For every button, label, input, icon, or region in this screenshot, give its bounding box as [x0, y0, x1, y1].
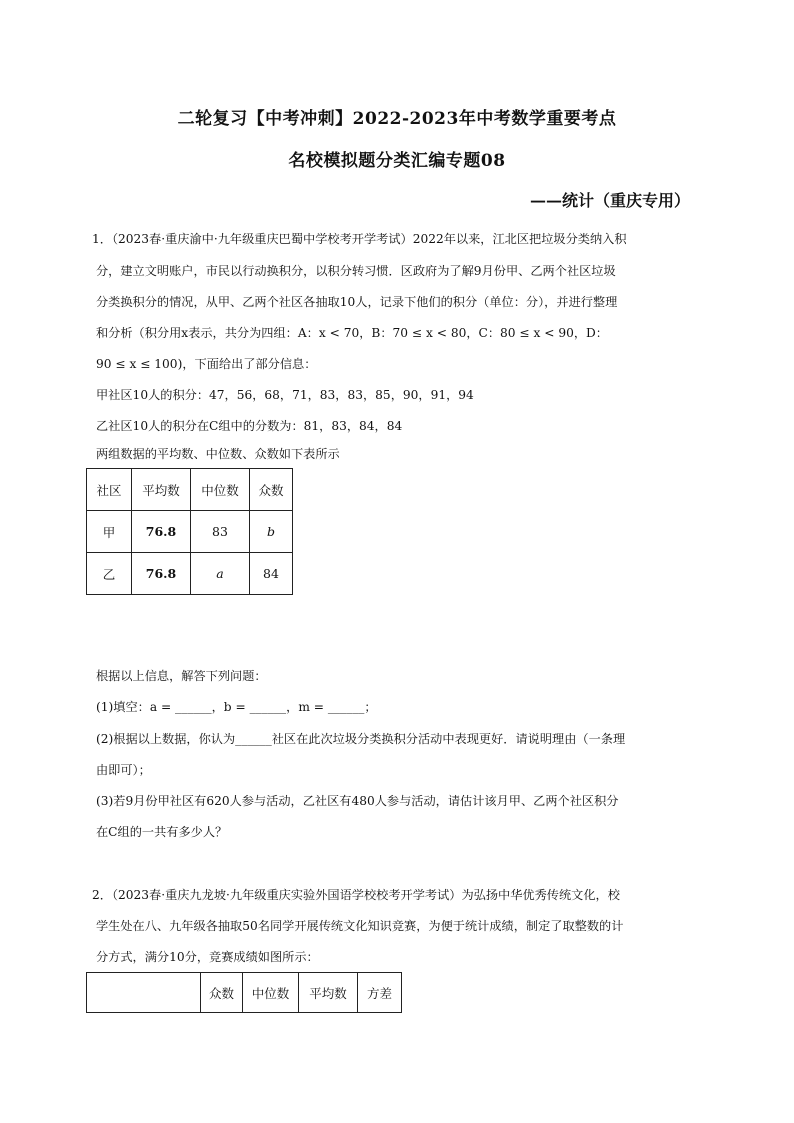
table-header-row: [87, 973, 402, 1013]
table-header-cell: 方差: [358, 973, 402, 1013]
q1-stats-table: [86, 468, 293, 595]
table-cell: 76.8: [132, 553, 191, 595]
table-header-cell: 众数: [201, 973, 243, 1013]
q1-line: 由即可）；: [96, 763, 151, 777]
q1-line: 甲社区10人的积分：47，56，68，71，83，83，85，90，91，94: [96, 388, 474, 402]
table-header-cell: 平均数: [299, 973, 358, 1013]
title-line-3: ——统计（重庆专用）: [529, 191, 690, 210]
table-row: [87, 553, 293, 595]
table-cell: 甲: [87, 511, 132, 553]
table-cell: 76.8: [132, 511, 191, 553]
table-header-cell: 中位数: [243, 973, 299, 1013]
q1-line: 分类换积分的情况，从甲、乙两个社区各抽取10人，记录下他们的积分（单位：分），并进行整理: [96, 295, 618, 309]
q1-line: 两组数据的平均数、中位数、众数如下表所示: [96, 447, 340, 461]
q1-line: 根据以上信息，解答下列问题：: [96, 669, 267, 683]
table-cell: 83: [191, 511, 250, 553]
table-cell: 乙: [87, 553, 132, 595]
table-cell: b: [250, 511, 293, 553]
table-header-cell: 平均数: [132, 469, 191, 511]
q2-line: 2．（2023春·重庆九龙坡·九年级重庆实验外国语学校校考开学考试）为弘扬中华优秀传统文化，校: [92, 888, 620, 902]
title-line-2: 名校模拟题分类汇编专题08: [288, 151, 506, 171]
q1-line: 在C组的一共有多少人？: [96, 825, 228, 839]
q1-line: 1．（2023春·重庆渝中·九年级重庆巴蜀中学校考开学考试）2022年以来，江北区把垃圾分类纳入积: [92, 232, 627, 246]
table-header-row: [87, 469, 293, 511]
table-row: [87, 511, 293, 553]
q1-line: (3)若9月份甲社区有620人参与活动，乙社区有480人参与活动，请估计该月甲、乙两个社区积分: [96, 794, 619, 808]
table-header-cell: 中位数: [191, 469, 250, 511]
table-cell: 84: [250, 553, 293, 595]
q1-line: (2)根据以上数据，你认为______社区在此次垃圾分类换积分活动中表现更好．请说明理由（一条理: [96, 732, 626, 746]
q1-line: 和分析（积分用x表示，共分为四组：A：x < 70，B：70 ≤ x < 80，C：80 ≤ x < 90，D：: [96, 326, 608, 340]
table-header-cell: 众数: [250, 469, 293, 511]
q1-line: 乙社区10人的积分在C组中的分数为：81，83，84，84: [96, 419, 403, 433]
title-line-1: 二轮复习【中考冲刺】2022-2023年中考数学重要考点: [177, 109, 617, 129]
q1-line: 分，建立文明账户，市民以行动换积分，以积分转习惯．区政府为了解9月份甲、乙两个社区垃圾: [96, 264, 616, 278]
q2-stats-table: [86, 972, 402, 1013]
q2-line: 学生处在八、九年级各抽取50名同学开展传统文化知识竞赛，为便于统计成绩，制定了取整数的计: [96, 919, 624, 933]
q1-line: (1)填空：a = ______，b = ______，m = ______；: [96, 700, 377, 714]
table-header-cell: 社区: [87, 469, 132, 511]
q2-line: 分方式，满分10分，竞赛成绩如图所示：: [96, 950, 319, 964]
table-header-cell: [87, 973, 201, 1013]
table-cell: a: [191, 553, 250, 595]
q1-line: 90 ≤ x ≤ 100)，下面给出了部分信息：: [96, 357, 317, 371]
